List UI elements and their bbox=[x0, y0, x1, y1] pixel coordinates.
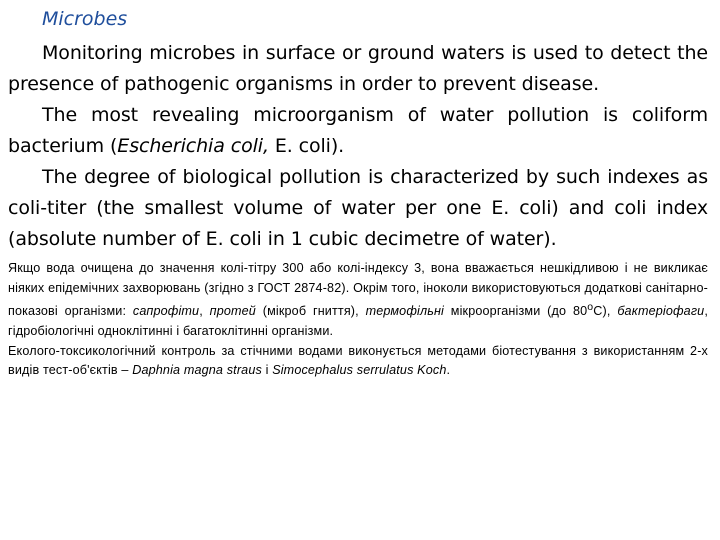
paragraph-uk-biotesting bbox=[8, 342, 708, 381]
paragraph-uk-sanitary bbox=[8, 259, 708, 342]
uk-text: . bbox=[446, 363, 451, 378]
uk-italic-term: протей bbox=[209, 304, 256, 319]
species-name-italic: Escherichia coli, bbox=[117, 135, 269, 157]
uk-species-italic: Simocephalus serrulatus Koch bbox=[272, 363, 447, 378]
uk-italic-term: сапрофіти bbox=[132, 304, 200, 319]
uk-species-italic: Daphnia magna straus bbox=[132, 363, 262, 378]
degree-superscript: о bbox=[587, 301, 594, 314]
uk-text: Еколого-токсикологічний контроль за стічними водами виконується методами біотестування з використанням 2-х видів тест-об'єктів – bbox=[8, 343, 708, 378]
uk-text: і bbox=[261, 363, 273, 378]
uk-text: (мікроб гниття), bbox=[255, 304, 366, 319]
uk-italic-term: бактеріофаги bbox=[617, 304, 705, 319]
uk-text: , bbox=[199, 304, 210, 319]
uk-italic-term: термофільні bbox=[365, 304, 444, 319]
ukrainian-body bbox=[8, 259, 708, 381]
paragraph-pollution-degree: The degree of biological pollution is characterized by such indexes as coli-titer (the smallest volume of water per one E. coli) and coli index (absolute number of E. coli in 1 cubic decimetre of water). bbox=[8, 166, 708, 250]
section-heading: Microbes bbox=[42, 8, 128, 30]
uk-text: С), bbox=[593, 304, 618, 319]
uk-text: мікроорганізми (до 80 bbox=[444, 304, 588, 319]
uk-text: Якщо вода очищена до значення колі-тітру 300 або колі-індексу 3, вона вважається нешкідливою і не викликає ніяких епідемічних захворювань (згідно з ГОСТ 2874-82). Окрім того, іноколи використовуються додаткові санітарно-показові організми: bbox=[8, 261, 708, 319]
paragraph-coliform-text-a: The most revealing microorganism of water pollution is coliform bacterium ( bbox=[8, 104, 708, 157]
paragraph-coliform-text-b: E. coli). bbox=[268, 135, 345, 157]
paragraph-monitoring: Monitoring microbes in surface or ground waters is used to detect the presence of pathogenic organisms in order to prevent disease. bbox=[8, 42, 708, 95]
uk-text: , гідробіологічні одноклітинні і багатоклітинні організми. bbox=[8, 304, 708, 338]
paragraph-coliform bbox=[8, 100, 708, 162]
english-body bbox=[8, 38, 708, 255]
